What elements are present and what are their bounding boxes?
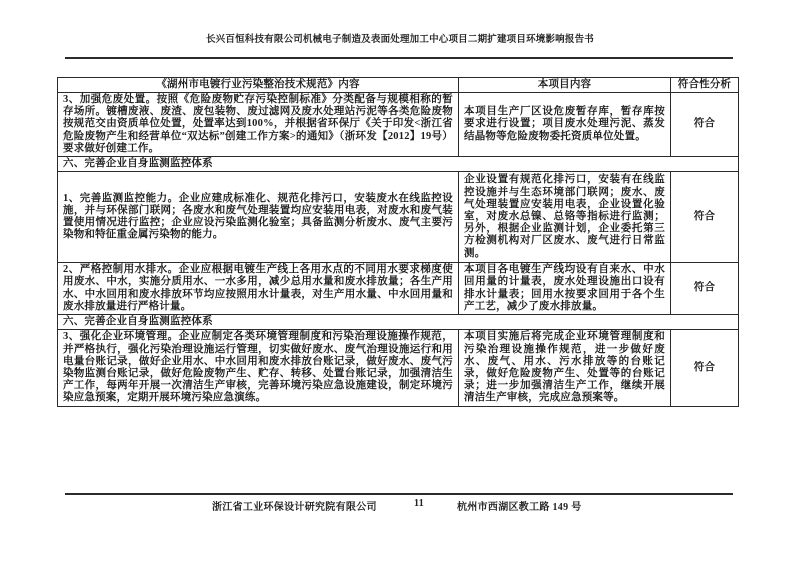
section-label: 六、完善企业自身监测监控体系 xyxy=(58,157,739,172)
compliance-cell: 符合 xyxy=(671,263,739,315)
project-cell: 本项目生产厂区设危废暂存库，暂存库按要求进行设置；项目废水处理污泥、蒸发结晶物等危险废物委托资质单位处置。 xyxy=(459,93,671,157)
footer-company: 浙江省工业环保设计研究院有限公司 xyxy=(212,502,377,513)
document-header-title: 长兴百恒科技有限公司机械电子制造及表面处理加工中心项目二期扩建项目环境影响报告书 xyxy=(205,35,594,45)
section-row xyxy=(58,315,739,330)
table-row xyxy=(58,263,739,315)
footer-address: 杭州市西湖区教工路 149 号 xyxy=(457,502,582,513)
column-header-compliance: 符合性分析 xyxy=(671,78,739,93)
table-row xyxy=(58,330,739,407)
column-header-spec: 《湖州市电镀行业污染整治技术规范》内容 xyxy=(58,78,459,93)
table-row xyxy=(58,93,739,157)
compliance-cell: 符合 xyxy=(671,330,739,407)
page-footer xyxy=(0,498,800,514)
project-cell: 本项目实施后将完成企业环境管理制度和污染治理设施操作规范，进一步做好废水、废气、用水、污水排放等的台账记录，做好危险废物产生、处置等的台账记录；进一步加强清洁生产工作，继续开展清洁生产审核，完成应急预案等。 xyxy=(459,330,671,407)
footer-rule xyxy=(65,493,733,495)
column-header-project: 本项目内容 xyxy=(459,78,671,93)
table-row xyxy=(58,172,739,263)
compliance-cell: 符合 xyxy=(671,93,739,157)
spec-cell: 2、严格控制用水排水。企业应根据电镀生产线上各用水点的不同用水要求梯度使用废水、中水，实施分质用水、一水多用，减少总用水量和废水排放量；各生产用水、中水回用和废水排放环节均应按照用水计量表，对生产用水量、中水回用量和废水排放量进行严格计量。 xyxy=(58,263,459,315)
spec-cell: 3、加强危废处置。按照《危险废物贮存污染控制标准》分类配备与规模相称的暂存场所。镀槽废液、废渣、废包装物、废过滤网及废水处理站污泥等各类危险废物按规范交由资质单位处置，处置率达到100%，并根据省环保厅《关于印发<浙江省危险废物产生和经营单位“双达标”创建工作方案>的通知》（浙环发【2012】19号）要求做好创建工作。 xyxy=(58,93,459,157)
table-header-row xyxy=(58,78,739,93)
header-rule xyxy=(65,57,733,59)
footer-page-number: 11 xyxy=(414,498,425,509)
compliance-cell: 符合 xyxy=(671,172,739,263)
spec-cell: 3、强化企业环境管理。企业应制定各类环境管理制度和污染治理设施操作规范，并严格执行，强化污染治理设施运行管理，切实做好废水、废气治理设施运行和用电量台账记录，做好企业用水、中水回用和废水排放台账记录，做好废水、废气污染物监测台账记录，做好危险废物产生、贮存、转移、处置台账记录，加强清洁生产工作，每两年开展一次清洁生产审核，完善环境污染应急设施建设，制定环境污染应急预案，定期开展环境污染应急演练。 xyxy=(58,330,459,407)
project-cell: 本项目各电镀生产线均设有自来水、中水回用量的计量表，废水处理设施出口设有排水计量表；回用水按要求回用于各个生产工艺，减少了废水排放量。 xyxy=(459,263,671,315)
spec-cell: 1、完善监测监控能力。企业应建成标准化、规范化排污口，安装废水在线监控设施，并与环保部门联网；各废水和废气处理装置均应安装用电表，对废水和废气装置使用情况进行监控；企业应设污染监测化验室；具备监测分析废水、废气主要污染物和特征重金属污染物的能力。 xyxy=(58,172,459,263)
section-label: 六、完善企业自身监测监控体系 xyxy=(58,315,739,330)
compliance-table xyxy=(57,77,739,407)
section-row xyxy=(58,157,739,172)
project-cell: 企业设置有规范化排污口，安装有在线监控设施并与生态环境部门联网；废水、废气处理装置应安装用电表，企业设置化验室，对废水总镍、总铬等指标进行监测；另外，根据企业监测计划，企业委托第三方检测机构对厂区废水、废气进行日常监测。 xyxy=(459,172,671,263)
